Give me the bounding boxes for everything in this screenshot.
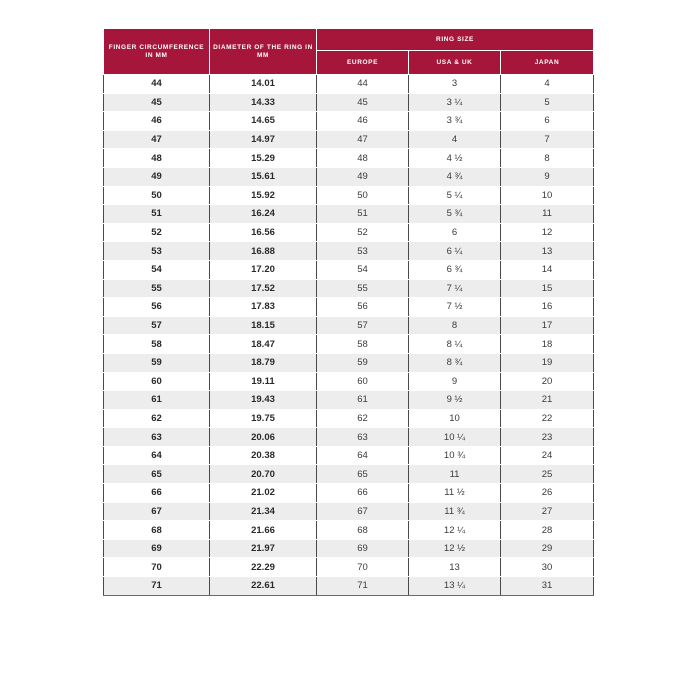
table-row — [104, 167, 594, 186]
cell-japan: 6 — [501, 112, 594, 131]
table-row — [104, 316, 594, 335]
cell-circumference: 55 — [104, 279, 210, 298]
cell-circumference: 61 — [104, 391, 210, 410]
cell-diameter: 14.33 — [210, 93, 317, 112]
cell-usa-uk: 4 — [409, 130, 501, 149]
table-row — [104, 391, 594, 410]
cell-circumference: 68 — [104, 521, 210, 540]
cell-japan: 31 — [501, 577, 594, 596]
cell-usa-uk: 6 — [409, 223, 501, 242]
cell-europe: 61 — [317, 391, 409, 410]
cell-europe: 54 — [317, 260, 409, 279]
cell-japan: 30 — [501, 558, 594, 577]
cell-europe: 71 — [317, 577, 409, 596]
cell-europe: 46 — [317, 112, 409, 131]
cell-japan: 14 — [501, 260, 594, 279]
cell-japan: 22 — [501, 409, 594, 428]
cell-japan: 28 — [501, 521, 594, 540]
table-row — [104, 428, 594, 447]
cell-circumference: 58 — [104, 335, 210, 354]
cell-diameter: 18.15 — [210, 316, 317, 335]
table-row — [104, 149, 594, 168]
cell-circumference: 52 — [104, 223, 210, 242]
table-body — [104, 75, 594, 596]
cell-europe: 47 — [317, 130, 409, 149]
cell-circumference: 48 — [104, 149, 210, 168]
cell-diameter: 17.83 — [210, 298, 317, 317]
table-row — [104, 484, 594, 503]
table-row — [104, 446, 594, 465]
cell-japan: 4 — [501, 75, 594, 94]
cell-diameter: 16.24 — [210, 205, 317, 224]
cell-diameter: 21.66 — [210, 521, 317, 540]
cell-usa-uk: 5 ¼ — [409, 186, 501, 205]
cell-usa-uk: 7 ½ — [409, 298, 501, 317]
cell-diameter: 19.11 — [210, 372, 317, 391]
cell-usa-uk: 11 ¾ — [409, 502, 501, 521]
cell-japan: 20 — [501, 372, 594, 391]
cell-japan: 12 — [501, 223, 594, 242]
cell-europe: 56 — [317, 298, 409, 317]
cell-usa-uk: 11 — [409, 465, 501, 484]
header-usa-uk: USA & UK — [409, 51, 501, 75]
table-row — [104, 93, 594, 112]
cell-europe: 60 — [317, 372, 409, 391]
cell-usa-uk: 12 ¼ — [409, 521, 501, 540]
table-row — [104, 521, 594, 540]
cell-circumference: 59 — [104, 353, 210, 372]
cell-europe: 70 — [317, 558, 409, 577]
cell-japan: 13 — [501, 242, 594, 261]
cell-europe: 58 — [317, 335, 409, 354]
cell-circumference: 47 — [104, 130, 210, 149]
cell-japan: 11 — [501, 205, 594, 224]
cell-usa-uk: 12 ½ — [409, 539, 501, 558]
table-row — [104, 465, 594, 484]
cell-usa-uk: 8 — [409, 316, 501, 335]
cell-europe: 45 — [317, 93, 409, 112]
cell-europe: 62 — [317, 409, 409, 428]
cell-europe: 55 — [317, 279, 409, 298]
cell-usa-uk: 10 ¼ — [409, 428, 501, 447]
cell-japan: 7 — [501, 130, 594, 149]
table-row — [104, 279, 594, 298]
table-row — [104, 75, 594, 94]
cell-circumference: 65 — [104, 465, 210, 484]
cell-diameter: 17.20 — [210, 260, 317, 279]
cell-japan: 29 — [501, 539, 594, 558]
table-row — [104, 539, 594, 558]
header-ring-diameter: DIAMETER OF THE RING IN MM — [210, 29, 317, 75]
cell-diameter: 15.92 — [210, 186, 317, 205]
cell-circumference: 53 — [104, 242, 210, 261]
cell-europe: 50 — [317, 186, 409, 205]
table-header — [104, 29, 594, 75]
cell-diameter: 15.61 — [210, 167, 317, 186]
table-row — [104, 372, 594, 391]
cell-usa-uk: 4 ½ — [409, 149, 501, 168]
cell-circumference: 70 — [104, 558, 210, 577]
cell-circumference: 71 — [104, 577, 210, 596]
cell-diameter: 22.29 — [210, 558, 317, 577]
cell-circumference: 49 — [104, 167, 210, 186]
cell-diameter: 16.88 — [210, 242, 317, 261]
table-row — [104, 335, 594, 354]
table-row — [104, 353, 594, 372]
cell-japan: 17 — [501, 316, 594, 335]
cell-usa-uk: 6 ¾ — [409, 260, 501, 279]
ring-size-chart — [103, 28, 593, 596]
cell-circumference: 56 — [104, 298, 210, 317]
cell-usa-uk: 9 — [409, 372, 501, 391]
cell-japan: 5 — [501, 93, 594, 112]
cell-circumference: 45 — [104, 93, 210, 112]
table-row — [104, 223, 594, 242]
cell-diameter: 21.02 — [210, 484, 317, 503]
cell-europe: 65 — [317, 465, 409, 484]
cell-europe: 51 — [317, 205, 409, 224]
cell-diameter: 20.06 — [210, 428, 317, 447]
cell-circumference: 67 — [104, 502, 210, 521]
cell-europe: 57 — [317, 316, 409, 335]
cell-circumference: 69 — [104, 539, 210, 558]
cell-usa-uk: 4 ¾ — [409, 167, 501, 186]
cell-japan: 19 — [501, 353, 594, 372]
cell-circumference: 64 — [104, 446, 210, 465]
header-finger-circumference: FINGER CIRCUMFERENCE IN MM — [104, 29, 210, 75]
cell-diameter: 18.47 — [210, 335, 317, 354]
cell-japan: 26 — [501, 484, 594, 503]
cell-usa-uk: 8 ¼ — [409, 335, 501, 354]
cell-diameter: 21.97 — [210, 539, 317, 558]
cell-usa-uk: 10 — [409, 409, 501, 428]
cell-europe: 49 — [317, 167, 409, 186]
table-row — [104, 242, 594, 261]
cell-diameter: 14.97 — [210, 130, 317, 149]
cell-diameter: 19.43 — [210, 391, 317, 410]
cell-japan: 8 — [501, 149, 594, 168]
table-row — [104, 502, 594, 521]
cell-europe: 53 — [317, 242, 409, 261]
cell-circumference: 54 — [104, 260, 210, 279]
cell-circumference: 51 — [104, 205, 210, 224]
cell-japan: 10 — [501, 186, 594, 205]
cell-usa-uk: 7 ¼ — [409, 279, 501, 298]
table-row — [104, 577, 594, 596]
cell-circumference: 60 — [104, 372, 210, 391]
cell-diameter: 17.52 — [210, 279, 317, 298]
cell-europe: 64 — [317, 446, 409, 465]
cell-usa-uk: 10 ¾ — [409, 446, 501, 465]
cell-diameter: 14.65 — [210, 112, 317, 131]
cell-usa-uk: 8 ¾ — [409, 353, 501, 372]
ring-size-table — [103, 28, 594, 596]
cell-japan: 24 — [501, 446, 594, 465]
cell-usa-uk: 3 ¼ — [409, 93, 501, 112]
cell-usa-uk: 13 — [409, 558, 501, 577]
cell-usa-uk: 13 ¼ — [409, 577, 501, 596]
cell-japan: 23 — [501, 428, 594, 447]
cell-usa-uk: 11 ½ — [409, 484, 501, 503]
cell-japan: 21 — [501, 391, 594, 410]
cell-diameter: 15.29 — [210, 149, 317, 168]
cell-diameter: 14.01 — [210, 75, 317, 94]
cell-diameter: 16.56 — [210, 223, 317, 242]
cell-circumference: 50 — [104, 186, 210, 205]
table-row — [104, 260, 594, 279]
cell-diameter: 21.34 — [210, 502, 317, 521]
cell-europe: 48 — [317, 149, 409, 168]
table-row — [104, 205, 594, 224]
cell-diameter: 18.79 — [210, 353, 317, 372]
cell-europe: 69 — [317, 539, 409, 558]
cell-diameter: 20.38 — [210, 446, 317, 465]
cell-japan: 16 — [501, 298, 594, 317]
cell-diameter: 20.70 — [210, 465, 317, 484]
cell-japan: 15 — [501, 279, 594, 298]
cell-diameter: 22.61 — [210, 577, 317, 596]
header-ring-size-group: RING SIZE — [317, 29, 594, 51]
cell-circumference: 63 — [104, 428, 210, 447]
cell-europe: 68 — [317, 521, 409, 540]
cell-europe: 52 — [317, 223, 409, 242]
cell-europe: 63 — [317, 428, 409, 447]
cell-japan: 9 — [501, 167, 594, 186]
cell-japan: 25 — [501, 465, 594, 484]
table-row — [104, 409, 594, 428]
table-row — [104, 130, 594, 149]
cell-japan: 18 — [501, 335, 594, 354]
cell-usa-uk: 3 — [409, 75, 501, 94]
cell-usa-uk: 5 ¾ — [409, 205, 501, 224]
cell-europe: 67 — [317, 502, 409, 521]
cell-circumference: 62 — [104, 409, 210, 428]
cell-europe: 59 — [317, 353, 409, 372]
cell-usa-uk: 9 ½ — [409, 391, 501, 410]
table-row — [104, 558, 594, 577]
header-japan: JAPAN — [501, 51, 594, 75]
table-row — [104, 112, 594, 131]
cell-usa-uk: 3 ¾ — [409, 112, 501, 131]
cell-japan: 27 — [501, 502, 594, 521]
cell-circumference: 46 — [104, 112, 210, 131]
cell-europe: 66 — [317, 484, 409, 503]
table-row — [104, 186, 594, 205]
table-row — [104, 298, 594, 317]
header-europe: EUROPE — [317, 51, 409, 75]
cell-diameter: 19.75 — [210, 409, 317, 428]
cell-circumference: 57 — [104, 316, 210, 335]
cell-europe: 44 — [317, 75, 409, 94]
cell-circumference: 44 — [104, 75, 210, 94]
cell-usa-uk: 6 ¼ — [409, 242, 501, 261]
cell-circumference: 66 — [104, 484, 210, 503]
